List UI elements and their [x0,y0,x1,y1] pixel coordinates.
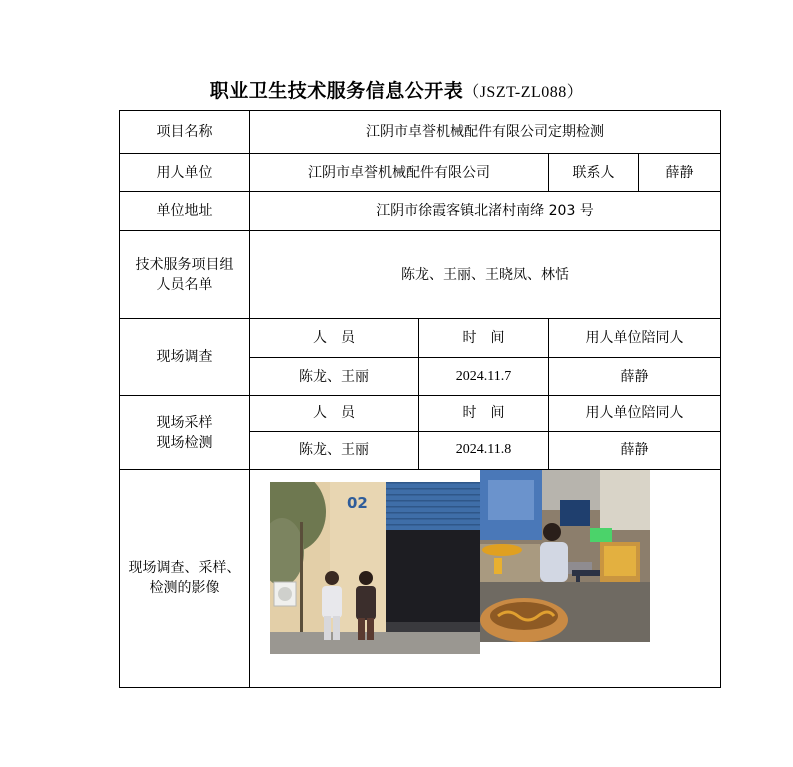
document-title [0,76,793,103]
team-label-line1: 技术服务项目组 [135,256,234,273]
row-address [120,192,721,231]
employer-value: 江阴市卓誉机械配件有限公司 [250,154,549,192]
sampling-time: 2024.11.8 [419,431,549,469]
sampling-col-escort: 用人单位陪同人 [549,396,721,431]
title-main: 职业卫生技术服务信息公开表 [209,80,464,102]
images-cell [250,469,721,687]
team-label [120,231,250,319]
sampling-escort: 薛静 [549,431,721,469]
team-label-line2: 人员名单 [156,276,213,293]
info-table [119,110,721,688]
title-code: （JSZT-ZL088） [463,84,584,101]
survey-col-time: 时 间 [419,319,549,358]
sampling-label [120,396,250,469]
sampling-col-person: 人 员 [250,396,419,431]
survey-escort: 薛静 [549,358,721,396]
row-survey-header [120,319,721,358]
contact-value: 薛静 [639,154,721,192]
survey-col-person: 人 员 [250,319,419,358]
survey-col-escort: 用人单位陪同人 [549,319,721,358]
images-label [120,469,250,687]
sampling-label-line1: 现场采样 [156,414,213,431]
survey-label: 现场调查 [120,319,250,396]
survey-time: 2024.11.7 [419,358,549,396]
images-label-line2: 检测的影像 [149,580,220,597]
row-sampling-header [120,396,721,431]
photo-gallery [250,470,720,686]
employer-label: 用人单位 [120,154,250,192]
row-team [120,231,721,319]
sampling-label-line2: 现场检测 [156,434,213,451]
project-name-label: 项目名称 [120,111,250,154]
survey-person: 陈龙、王丽 [250,358,419,396]
row-images [120,469,721,687]
address-value: 江阴市徐霞客镇北渚村南绛 203 号 [250,192,721,231]
door-number: 02 [347,494,368,513]
images-label-line1: 现场调查、采样、 [128,560,241,577]
row-employer [120,154,721,192]
sampling-person: 陈龙、王丽 [250,431,419,469]
photo-workshop [480,470,650,642]
contact-label: 联系人 [549,154,639,192]
photo-site-exterior [270,482,480,654]
team-value: 陈龙、王丽、王晓凤、林恬 [250,231,721,319]
sampling-col-time: 时 间 [419,396,549,431]
address-label: 单位地址 [120,192,250,231]
project-name-value: 江阴市卓誉机械配件有限公司定期检测 [250,111,721,154]
row-project-name [120,111,721,154]
